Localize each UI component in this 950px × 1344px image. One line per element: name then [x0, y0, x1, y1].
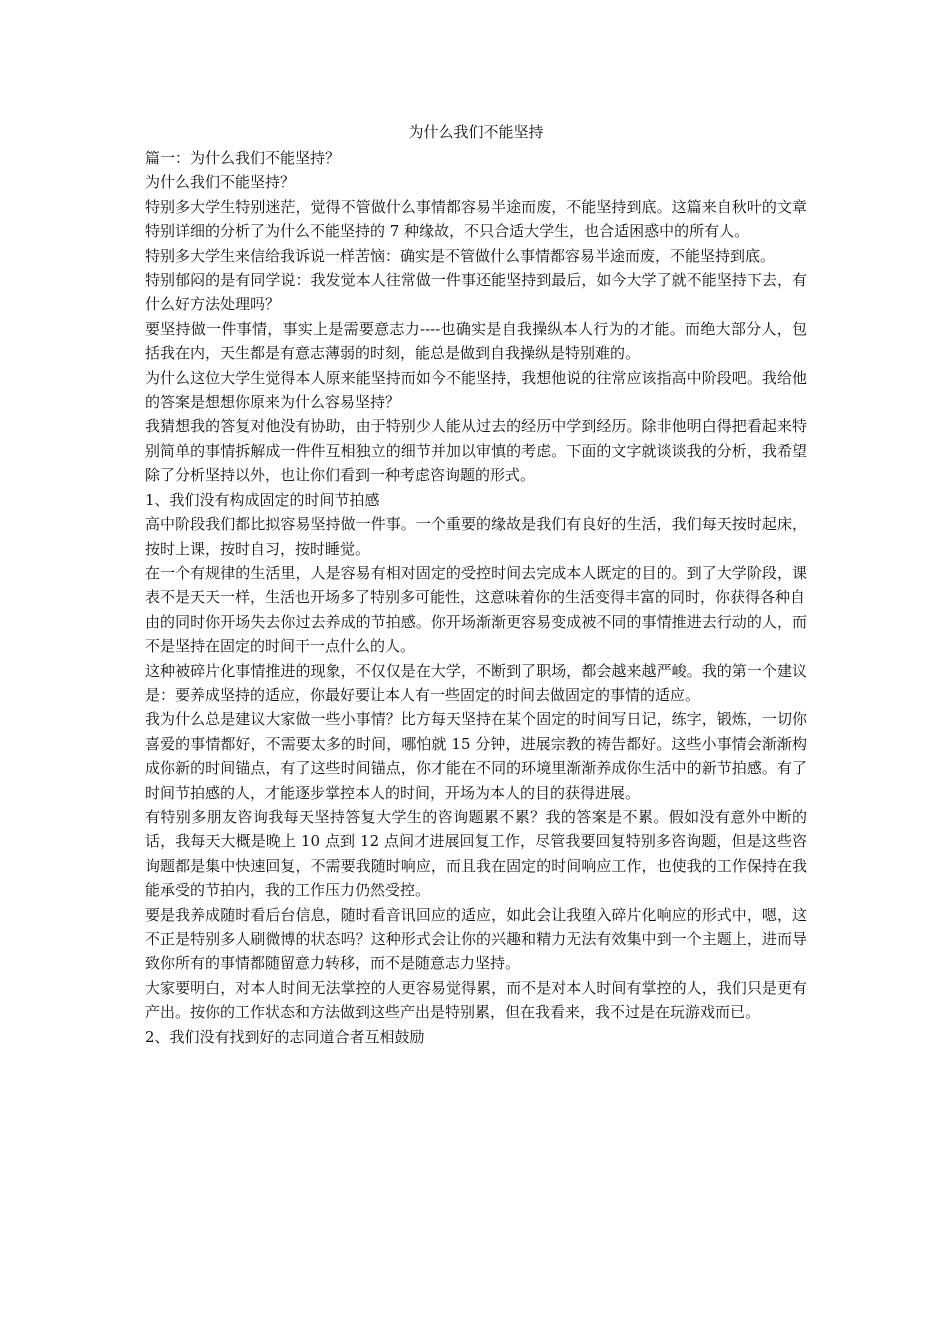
- paragraph: 要坚持做一件事情，事实上是需要意志力----也确实是自我操纵本人行为的才能。而绝大部分人，包括我在内，天生都是有意志薄弱的时刻，能总是做到自我操纵是特别难的。: [145, 319, 807, 363]
- section-heading-1: 1、我们没有构成固定的时间节拍感: [145, 490, 380, 509]
- paragraph: 由的同时你开场失去你过去养成的节拍感。你开场渐渐更容易变成被不同的事情推进去行动的人，而不是坚持在固定的时间干一点什么的人。: [145, 612, 807, 656]
- paragraph: 特别多大学生来信给我诉说一样苦恼：确实是不管做什么事情都容易半途而废，不能坚持到底。: [145, 246, 776, 265]
- paragraph: 高中阶段我们都比拟容易坚持做一件事。一个重要的缘故是我们有良好的生活，我们每天按时起床，按时上课，按时自习，按时睡觉。: [145, 515, 807, 558]
- paragraph: 这种被碎片化事情推进的现象，不仅仅是在大学，不断到了职场，都会越来越严峻。我的第一个建议是：要养成坚持的适应，你最好要让本人有一些固定的时间去做固定的事情的适应。: [145, 661, 807, 704]
- paragraph: 我为什么总是建议大家做一些小事情？比方每天坚持在某个固定的时间写日记，练字，锻炼，一切你喜爱的事情都好，不需要太多的时间，哪怕就 15 分钟，进展宗教的祷告都好。这些小事情会渐渐构成你新的时间锚点，有了这些时间锚点，你才能在不同的环境里渐渐养成你生活中的新节拍感。有了时间节拍感的人，才能逐步掌控本人的时间，开场为本人的目的获得进展。: [145, 710, 807, 802]
- document-title: 为什么我们不能坚持: [408, 123, 544, 141]
- paragraph: 大家要明白，对本人时间无法掌控的人更容易觉得累，而不是对本人时间有掌控的人，我们只是更有产出。按你的工作状态和方法做到这些产出是特别累，但在我看来，我不过是在玩游戏而已。: [145, 978, 807, 1022]
- paragraph: 为什么这位大学生觉得本人原来能坚持而如今不能坚持，我想他说的往常应该指高中阶段吧。我给他的答案是想想你原来为什么容易坚持？: [145, 368, 807, 412]
- section-heading-2: 2、我们没有找到好的志同道合者互相鼓励: [145, 1027, 425, 1046]
- paragraph: 我猜想我的答复对他没有协助，由于特别少人能从过去的经历中学到经历。除非他明白得把看起来特别简单的事情拆解成一件件互相独立的细节并加以审慎的考虑。下面的文字就谈谈我的分析，我希望除了分析坚持以外，也让你们看到一种考虑咨询题的形式。: [145, 417, 807, 485]
- paragraph: 有特别多朋友咨询我每天坚持答复大学生的咨询题累不累？我的答案是不累。假如没有意外中断的话，我每天大概是晚上 10 点到 12 点间才进展回复工作，尽管我要回复特别多咨询题，但是这些咨询题都是集中快速回复，不需要我随时响应，而且我在固定的时间响应工作，也使我的工作保持在我能承受的节拍内，我的工作压力仍然受控。: [145, 807, 807, 900]
- paragraph-question: 为什么我们不能坚持？: [145, 173, 296, 192]
- paragraph: 特别多大学生特别迷茫，觉得不管做什么事情都容易半途而废，不能坚持到底。这篇来自秋叶的文章特别详细的分析了为什么不能坚持的 7 种缘故，不只合适大学生，也合适困惑中的所有人。: [145, 197, 807, 241]
- paragraph: 要是我养成随时看后台信息，随时看音讯回应的适应，如此会让我堕入碎片化响应的形式中，嗯，这不正是特别多人刷微博的状态吗？这种形式会让你的兴趣和精力无法有效集中到一个主题上，进而导致你所有的事情都随留意力转移，而不是随意志力坚持。: [145, 905, 807, 973]
- document-page: [145, 120, 807, 1049]
- paragraph: 特别郁闷的是有同学说：我发觉本人往常做一件事还能坚持到最后，如今大学了就不能坚持下去，有什么好方法处理吗？: [145, 271, 807, 314]
- paragraph-chapter-heading: 篇一：为什么我们不能坚持？: [145, 149, 341, 167]
- paragraph: 在一个有规律的生活里，人是容易有相对固定的受控时间去完成本人既定的目的。到了大学阶段，课表不是天天一样，生活也开场多了特别多可能性，这意味着你的生活变得丰富的同时，你获得各种自: [145, 563, 807, 607]
